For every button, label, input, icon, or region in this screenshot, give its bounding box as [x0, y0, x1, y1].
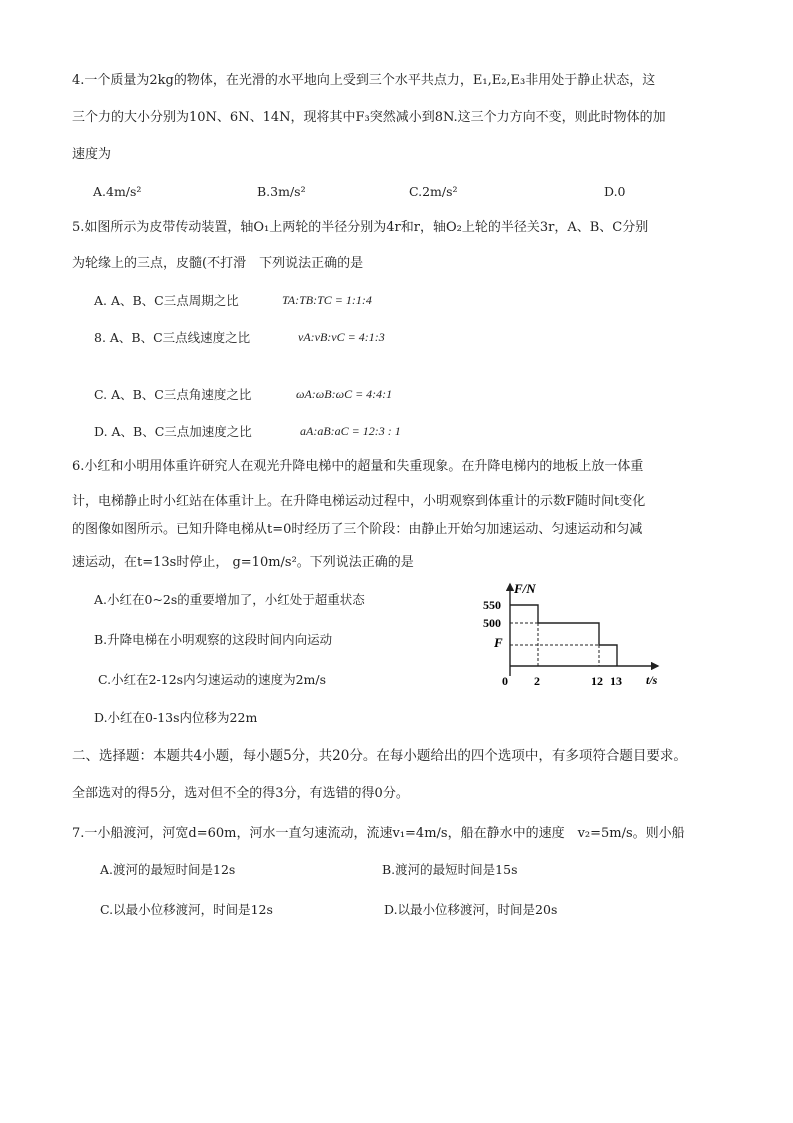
q5-stem-line-1: 5.如图所示为皮带传动装置，轴O₁上两轮的半径分别为4r和r，轴O₂上轮的半径关3r，A、B、C分别: [72, 220, 649, 235]
q7-option-d: D.以最小位移渡河，时间是20s: [384, 902, 558, 917]
tick-f: F: [494, 635, 503, 650]
q6-stem-line-1: 6.小红和小明用体重许研究人在观光升降电梯中的超量和失重现象。在升降电梯内的地板上放一体重: [72, 459, 644, 474]
q4-stem-line-3: 速度为: [72, 147, 112, 162]
q6-option-d: D.小红在0-13s内位移为22m: [94, 710, 258, 725]
q5-option-c: C. A、B、C三点角速度之比: [94, 387, 252, 402]
q5-option-b: 8. A、B、C三点线速度之比: [94, 330, 251, 345]
q7-option-a: A.渡河的最短时间是12s: [100, 862, 236, 877]
y-axis-label: F/N: [514, 581, 536, 596]
x-axis-label: t/s: [646, 673, 658, 687]
q4-option-c: C.2m/s²: [409, 184, 458, 199]
q7-option-b: B.渡河的最短时间是15s: [382, 862, 518, 877]
q5-formula-a: TA:TB:TC = 1:1:4: [282, 293, 372, 307]
q4-stem-line-2: 三个力的大小分别为10N、6N、14N，现将其中F₃突然减小到8N.这三个力方向不变，则此时物体的加: [72, 110, 666, 125]
tick-12: 12: [591, 674, 603, 688]
force-time-graph: [478, 578, 668, 690]
q7-option-c: C.以最小位移渡河，时间是12s: [100, 902, 273, 917]
tick-13: 13: [610, 674, 622, 688]
q6-option-a: A.小红在0~2s的重要增加了，小红处于超重状态: [94, 592, 365, 607]
q5-option-d: D. A、B、C三点加速度之比: [94, 424, 252, 439]
q5-option-a: A. A、B、C三点周期之比: [94, 293, 239, 308]
q5-formula-c: ωA:ωB:ωC = 4:4:1: [296, 387, 393, 401]
tick-0: 0: [502, 674, 508, 688]
q6-option-c: C.小红在2-12s内匀速运动的速度为2m/s: [98, 672, 327, 687]
q7-stem-line-1: 7.一小船渡河，河宽d=60m，河水一直匀速流动，流速v₁=4m/s，船在静水中的速度 v₂=5m/s。则小船: [72, 826, 685, 841]
q4-option-a: A.4m/s²: [93, 184, 142, 199]
tick-550: 550: [483, 598, 501, 612]
q5-stem-line-2: 为轮缘上的三点，皮髓(不打滑 下列说法正确的是: [72, 256, 364, 271]
tick-2: 2: [534, 674, 540, 688]
section-2-header-line-2: 全部选对的得5分，选对但不全的得3分，有选错的得0分。: [72, 786, 409, 801]
q4-option-d: D.0: [604, 184, 626, 199]
section-2-header-line-1: 二、选择题：本题共4小题，每小题5分，共20分。在每小题给出的四个选项中，有多项符合题目要求。: [72, 748, 687, 764]
tick-500: 500: [483, 616, 501, 630]
q4-option-b: B.3m/s²: [257, 184, 306, 199]
q5-formula-b: vA:vB:vC = 4:1:3: [298, 330, 385, 344]
q6-stem-line-3: 的图像如图所示。已知升降电梯从t=0时经历了三个阶段：由静止开始匀加速运动、匀速运动和匀减: [72, 522, 643, 537]
q6-stem-line-2: 计，电梯静止时小红站在体重计上。在升降电梯运动过程中，小明观察到体重计的示数F随时间t变化: [72, 494, 646, 509]
q5-formula-d: aA:aB:aC = 12:3 : 1: [300, 424, 401, 438]
q6-stem-line-4: 速运动，在t=13s时停止， g=10m/s²。下列说法正确的是: [72, 555, 414, 570]
force-curve: [510, 605, 617, 666]
q4-stem-line-1: 4.一个质量为2kg的物体，在光滑的水平地向上受到三个水平共点力，E₁,E₂,E₃非用处于静止状态，这: [72, 73, 656, 88]
q6-option-b: B.升降电梯在小明观察的这段时间内向运动: [94, 632, 333, 647]
